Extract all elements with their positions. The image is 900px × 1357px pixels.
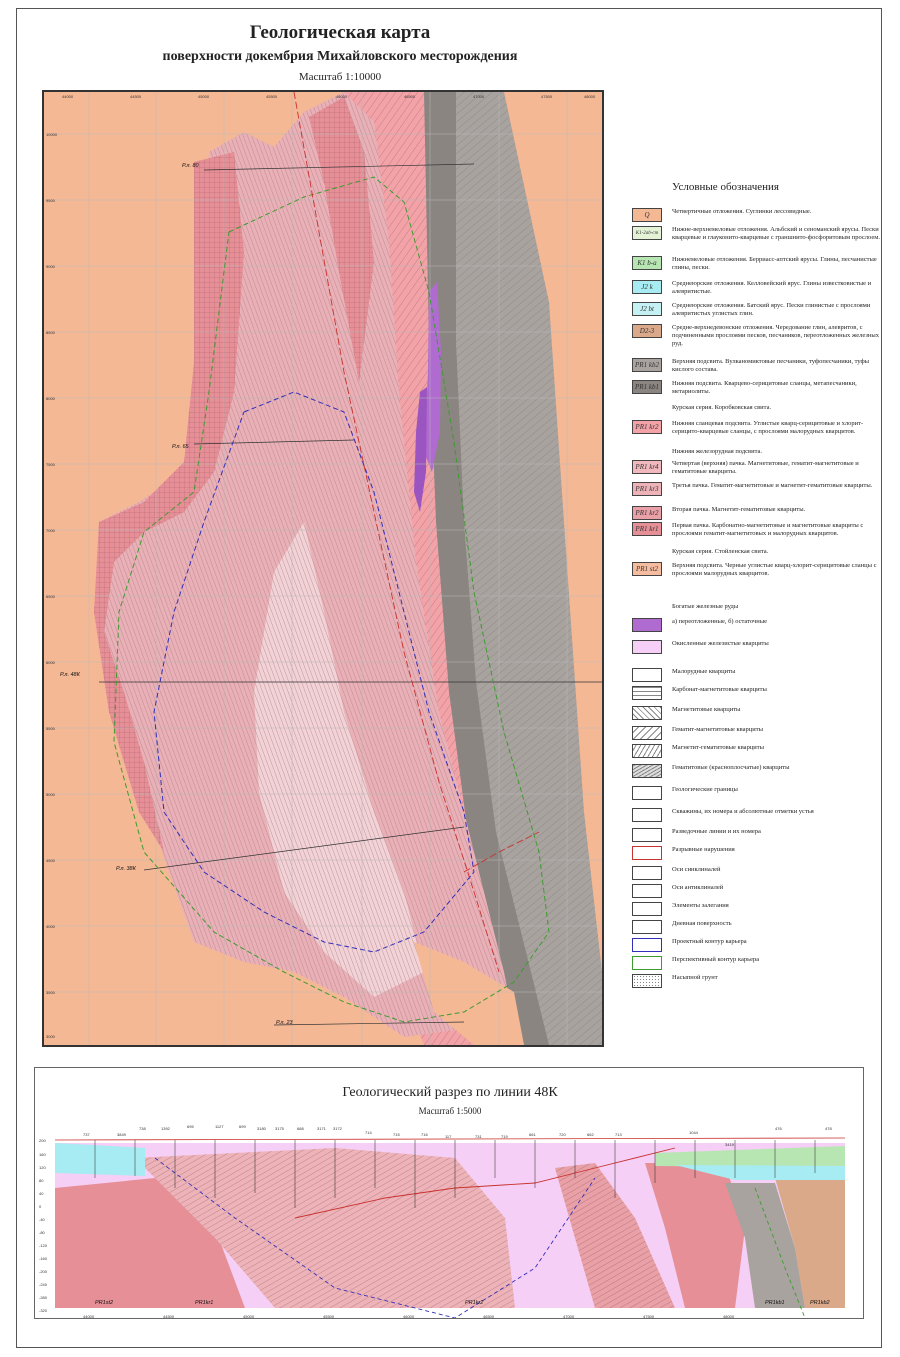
svg-text:8000: 8000 (46, 396, 55, 401)
section-bottom-ticks (83, 1314, 735, 1319)
svg-text:1127: 1127 (215, 1124, 224, 1129)
svg-text:45000: 45000 (198, 94, 210, 99)
svg-text:3000: 3000 (46, 1034, 55, 1039)
svg-text:-280: -280 (39, 1295, 48, 1300)
svg-text:-160: -160 (39, 1256, 48, 1261)
svg-text:715: 715 (393, 1132, 400, 1137)
svg-text:PR1st2: PR1st2 (95, 1300, 114, 1306)
line-label-38k: Р.л. 38К (116, 866, 136, 872)
section-scale: Масштаб 1:5000 (418, 1106, 482, 1116)
svg-text:PR1kr2: PR1kr2 (465, 1300, 484, 1306)
svg-text:6000: 6000 (46, 660, 55, 665)
svg-text:695: 695 (187, 1124, 194, 1129)
svg-text:3171: 3171 (317, 1126, 326, 1131)
svg-text:46500: 46500 (483, 1314, 495, 1319)
line-label-48k: Р.л. 48К (60, 672, 80, 678)
line-label-65: Р.л. 65 (172, 444, 189, 450)
svg-text:80: 80 (39, 1178, 44, 1183)
svg-text:3419: 3419 (725, 1142, 734, 1147)
svg-text:0: 0 (39, 1204, 42, 1209)
svg-text:44000: 44000 (62, 94, 74, 99)
svg-text:719: 719 (501, 1134, 508, 1139)
svg-text:4000: 4000 (46, 924, 55, 929)
svg-text:48000: 48000 (584, 94, 596, 99)
svg-text:478: 478 (825, 1126, 832, 1131)
svg-text:737: 737 (83, 1132, 90, 1137)
svg-text:8500: 8500 (46, 330, 55, 335)
legend-header-rich-ores: Богатые железные руды (672, 603, 739, 610)
svg-text:-240: -240 (39, 1282, 48, 1287)
svg-text:-120: -120 (39, 1243, 48, 1248)
legend-title: Условные обозначения (672, 181, 779, 193)
svg-text:PR1kr1: PR1kr1 (195, 1300, 214, 1306)
svg-text:47500: 47500 (541, 94, 553, 99)
svg-text:46000: 46000 (336, 94, 348, 99)
svg-text:44500: 44500 (130, 94, 142, 99)
svg-text:4500: 4500 (46, 858, 55, 863)
svg-text:662: 662 (587, 1132, 594, 1137)
svg-text:PR1kb1: PR1kb1 (765, 1300, 785, 1306)
svg-text:-40: -40 (39, 1217, 45, 1222)
svg-text:5000: 5000 (46, 792, 55, 797)
svg-text:47000: 47000 (473, 94, 485, 99)
svg-text:5500: 5500 (46, 726, 55, 731)
svg-text:46000: 46000 (403, 1314, 415, 1319)
svg-text:3500: 3500 (46, 990, 55, 995)
svg-text:714: 714 (365, 1130, 372, 1135)
section-title: Геологический разрез по линии 48К (342, 1085, 558, 1100)
svg-text:1392: 1392 (161, 1126, 170, 1131)
svg-text:9500: 9500 (46, 198, 55, 203)
svg-text:688: 688 (297, 1126, 304, 1131)
svg-text:661: 661 (529, 1132, 536, 1137)
svg-text:10000: 10000 (46, 132, 58, 137)
svg-text:9000: 9000 (46, 264, 55, 269)
svg-text:40: 40 (39, 1191, 44, 1196)
section-canvas (35, 1068, 864, 1319)
svg-text:120: 120 (39, 1165, 46, 1170)
line-label-23: Р.л. 23 (276, 1020, 293, 1026)
svg-text:200: 200 (39, 1138, 46, 1143)
svg-text:7000: 7000 (46, 528, 55, 533)
svg-text:720: 720 (559, 1132, 566, 1137)
svg-text:45500: 45500 (323, 1314, 335, 1319)
line-label-80: Р.л. 80 (182, 163, 199, 169)
section-elevation-ticks (39, 1138, 48, 1313)
map-title: Геологическая карта (249, 22, 431, 43)
svg-text:45500: 45500 (266, 94, 278, 99)
svg-text:44000: 44000 (83, 1314, 95, 1319)
svg-text:-80: -80 (39, 1230, 45, 1235)
svg-text:7500: 7500 (46, 462, 55, 467)
legend-header-korobkov: Курская серия. Коробковская свита. (672, 404, 772, 411)
svg-text:PR1kb2: PR1kb2 (810, 1300, 830, 1306)
svg-text:46500: 46500 (404, 94, 416, 99)
map-scale: Масштаб 1:10000 (298, 71, 382, 83)
svg-text:160: 160 (39, 1152, 46, 1157)
svg-text:48000: 48000 (723, 1314, 735, 1319)
svg-text:6500: 6500 (46, 594, 55, 599)
cross-section-panel (34, 1067, 864, 1319)
svg-text:117: 117 (445, 1134, 452, 1139)
legend-header-ferruginous: Нижняя железорудная подсвита. (672, 448, 763, 455)
svg-text:-320: -320 (39, 1308, 48, 1313)
svg-text:44500: 44500 (163, 1314, 175, 1319)
svg-text:731: 731 (475, 1134, 482, 1139)
svg-text:738: 738 (139, 1126, 146, 1131)
legend-header-stoylen: Курская серия. Стойленская свита. (672, 548, 769, 555)
svg-text:476: 476 (775, 1126, 782, 1131)
svg-text:47000: 47000 (563, 1314, 575, 1319)
svg-text:3180: 3180 (257, 1126, 266, 1131)
svg-text:3172: 3172 (333, 1126, 342, 1131)
svg-text:3175: 3175 (275, 1126, 284, 1131)
svg-text:1044: 1044 (689, 1130, 698, 1135)
svg-text:713: 713 (615, 1132, 622, 1137)
svg-text:716: 716 (421, 1132, 428, 1137)
svg-text:45000: 45000 (243, 1314, 255, 1319)
svg-text:-200: -200 (39, 1269, 48, 1274)
map-canvas (44, 92, 602, 1045)
svg-text:3849: 3849 (117, 1132, 126, 1137)
svg-text:47500: 47500 (643, 1314, 655, 1319)
geological-map (42, 90, 604, 1047)
map-subtitle: поверхности докембрия Михайловского месторождения (162, 49, 518, 64)
svg-text:699: 699 (239, 1124, 246, 1129)
section-jurassic-left (55, 1143, 145, 1176)
